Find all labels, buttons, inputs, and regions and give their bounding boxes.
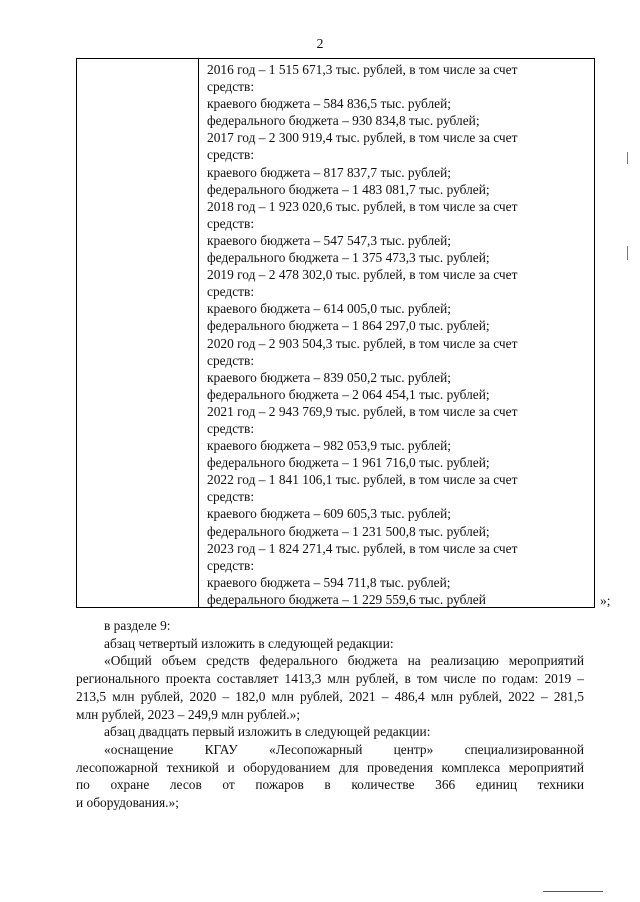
budget-line: 2016 год – 1 515 671,3 тыс. рублей, в том числе за счет bbox=[207, 62, 518, 77]
body-text bbox=[76, 617, 584, 812]
budget-line: краевого бюджета – 614 005,0 тыс. рублей; bbox=[207, 301, 451, 317]
budget-line: 2018 год – 1 923 020,6 тыс. рублей, в том числе за счет bbox=[207, 198, 518, 214]
paragraph-21-line: и оборудования.»; bbox=[76, 795, 179, 811]
budget-line: средств: bbox=[207, 489, 255, 505]
budget-line: средств: bbox=[207, 284, 255, 300]
budget-line: средств: bbox=[207, 557, 255, 573]
budget-line: федерального бюджета – 1 231 500,8 тыс. рублей; bbox=[207, 523, 490, 539]
budget-line: краевого бюджета – 817 837,7 тыс. рублей; bbox=[207, 164, 451, 180]
paragraph-4-line: «Общий объем средств федерального бюджета на реализацию мероприятий bbox=[104, 653, 584, 669]
closing-quote: »; bbox=[600, 593, 611, 608]
paragraph-21-line: лесопожарной техникой и оборудованием для проведения комплекса мероприятий bbox=[76, 759, 584, 775]
page-number: 2 bbox=[316, 37, 324, 52]
budget-line: федерального бюджета – 930 834,8 тыс. рублей; bbox=[207, 113, 480, 129]
budget-line: средств: bbox=[207, 79, 255, 95]
budget-line: федерального бюджета – 1 229 559,6 тыс. рублей bbox=[207, 591, 486, 607]
budget-line: 2023 год – 1 824 271,4 тыс. рублей, в том числе за счет bbox=[207, 540, 518, 556]
budget-table bbox=[76, 58, 595, 608]
budget-line: 2022 год – 1 841 106,1 тыс. рублей, в том числе за счет bbox=[207, 472, 518, 488]
budget-line: краевого бюджета – 547 547,3 тыс. рублей; bbox=[207, 232, 451, 248]
budget-line: федерального бюджета – 1 375 473,3 тыс. рублей; bbox=[207, 250, 490, 266]
paragraph-4-instruction: абзац четвертый изложить в следующей редакции: bbox=[104, 635, 394, 651]
budget-line: краевого бюджета – 982 053,9 тыс. рублей; bbox=[207, 438, 451, 454]
paragraph-21-line: по охране лесов от пожаров в количестве 366 единиц техники bbox=[76, 777, 584, 793]
budget-line: краевого бюджета – 594 711,8 тыс. рублей; bbox=[207, 574, 451, 590]
paragraph-21-line: «оснащение КГАУ «Лесопожарный центр» специализированной bbox=[104, 741, 584, 757]
budget-line: краевого бюджета – 839 050,2 тыс. рублей; bbox=[207, 369, 451, 385]
budget-line: 2021 год – 2 943 769,9 тыс. рублей, в том числе за счет bbox=[207, 403, 518, 419]
paragraph-4-line: 213,5 млн рублей, 2020 – 182,0 млн рублей, 2021 – 486,4 млн рублей, 2022 – 281,5 bbox=[76, 688, 584, 704]
budget-line: краевого бюджета – 584 836,5 тыс. рублей; bbox=[207, 96, 451, 112]
footer-rule bbox=[543, 891, 603, 892]
budget-line: средств: bbox=[207, 420, 255, 436]
budget-line: 2020 год – 2 903 504,3 тыс. рублей, в том числе за счет bbox=[207, 335, 518, 351]
budget-line: средств: bbox=[207, 352, 255, 368]
budget-line: федерального бюджета – 2 064 454,1 тыс. рублей; bbox=[207, 386, 490, 402]
budget-line: 2019 год – 2 478 302,0 тыс. рублей, в том числе за счет bbox=[207, 267, 518, 283]
budget-lines bbox=[207, 61, 592, 608]
section-reference: в разделе 9: bbox=[104, 618, 171, 633]
budget-line: средств: bbox=[207, 147, 255, 163]
scan-edge-mark bbox=[627, 246, 628, 260]
scan-edge-mark bbox=[627, 152, 628, 164]
budget-line: федерального бюджета – 1 483 081,7 тыс. рублей; bbox=[207, 181, 490, 197]
table-column-divider bbox=[198, 59, 199, 607]
budget-line: средств: bbox=[207, 215, 255, 231]
budget-line: федерального бюджета – 1 961 716,0 тыс. рублей; bbox=[207, 455, 490, 471]
paragraph-21-instruction: абзац двадцать первый изложить в следующей редакции: bbox=[104, 724, 431, 740]
budget-line: 2017 год – 2 300 919,4 тыс. рублей, в том числе за счет bbox=[207, 130, 518, 146]
paragraph-4-line: регионального проекта составляет 1413,3 млн рублей, в том числе по годам: 2019 – bbox=[76, 671, 584, 687]
budget-line: краевого бюджета – 609 605,3 тыс. рублей; bbox=[207, 506, 451, 522]
budget-line: федерального бюджета – 1 864 297,0 тыс. рублей; bbox=[207, 318, 490, 334]
paragraph-4-line: млн рублей, 2023 – 249,9 млн рублей.»; bbox=[76, 706, 301, 722]
